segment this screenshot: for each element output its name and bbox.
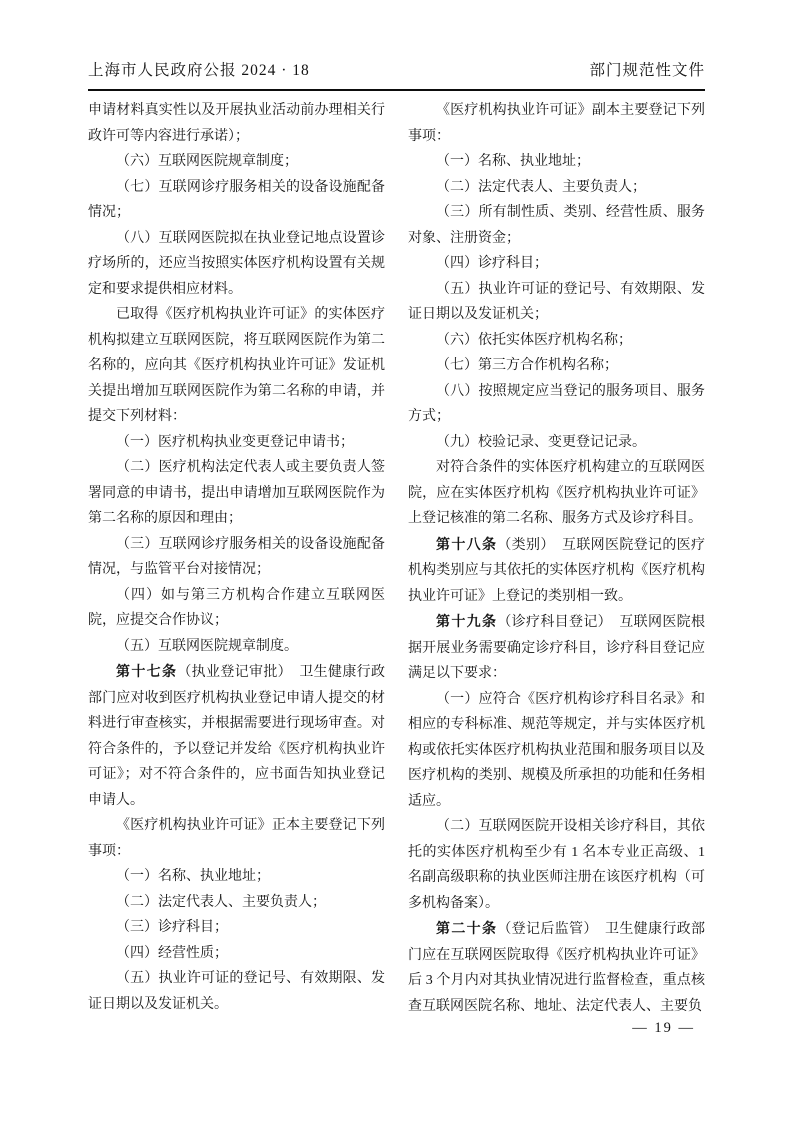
running-head — [88, 58, 705, 80]
paragraph: （一）名称、执业地址； — [436, 154, 590, 169]
paragraph: （二）法定代表人、主要负责人； — [436, 179, 646, 195]
page-header — [88, 58, 705, 99]
paragraph: （五）互联网医院规章制度。 — [116, 638, 298, 654]
column-left — [88, 98, 385, 1019]
article-number: 第十八条 — [436, 535, 498, 552]
section-label: 部门规范性文件 — [589, 62, 705, 79]
article-number: 第二十条 — [436, 920, 498, 936]
paragraph: （三）互联网诊疗服务相关的设备设施配备情况，与监管平台对接情况； — [88, 536, 385, 577]
paragraph: （一）名称、执业地址； — [116, 869, 270, 884]
article-number: 第十九条 — [436, 613, 498, 629]
paragraph: （二）法定代表人、主要负责人； — [116, 894, 326, 910]
paragraph: 《医疗机构执业许可证》正本主要登记下列事项： — [88, 818, 385, 859]
header-rule — [88, 89, 705, 91]
paragraph: （二）互联网医院开设相关诊疗科目，其依托的实体医疗机构至少有 1 名本专业正高级、1 名副高级职称的执业医师注册在该医疗机构（可多机构备案）。 — [408, 819, 705, 911]
paragraph: （七）第三方合作机构名称； — [436, 358, 618, 373]
paragraph: （四）如与第三方机构合作建立互联网医院，应提交合作协议； — [88, 587, 385, 628]
column-right — [408, 98, 705, 1019]
paragraph: （八）互联网医院拟在执业登记地点设置诊疗场所的，还应当按照实体医疗机构设置有关规定和要求提供相应材料。 — [88, 230, 385, 297]
paragraph: （五）执业许可证的登记号、有效期限、发证日期以及发证机关。 — [88, 971, 385, 1012]
paragraph: （八）按照规定应当登记的服务项目、服务方式； — [408, 383, 705, 424]
article-paragraph: 第十七条（执业登记审批） 卫生健康行政部门应对收到医疗机构执业登记申请人提交的材料进行审查核实，并根据需要进行现场审查。对符合条件的，予以登记并发给《医疗机构执业许可证》；对不符合条件的，应书面告知执业登记申请人。 — [88, 663, 386, 808]
paragraph: （三）诊疗科目； — [116, 920, 228, 935]
paragraph: （六）互联网医院规章制度； — [116, 154, 298, 169]
paragraph: （一）医疗机构执业变更登记申请书； — [116, 434, 354, 450]
paragraph: （三）所有制性质、类别、经营性质、服务对象、注册资金； — [408, 205, 705, 246]
paragraph: （二）医疗机构法定代表人或主要负责人签署同意的申请书，提出申请增加互联网医院作为第二名称的原因和理由； — [88, 460, 385, 526]
paragraph: （九）校验记录、变更登记记录。 — [436, 434, 646, 450]
article-number: 第十七条 — [116, 663, 178, 679]
page-number: — 19 — — [632, 1020, 695, 1036]
document-body — [88, 98, 705, 1019]
paragraph: （五）执业许可证的登记号、有效期限、发证日期以及发证机关； — [408, 281, 705, 322]
paragraph: （六）依托实体医疗机构名称； — [436, 332, 632, 348]
gazette-title: 上海市人民政府公报 2024 · 18 — [88, 62, 310, 79]
paragraph: 《医疗机构执业许可证》副本主要登记下列事项： — [408, 103, 705, 144]
paragraph: （七）互联网诊疗服务相关的设备设施配备情况； — [88, 179, 385, 220]
article-paragraph: 第十八条（类别） 互联网医院登记的医疗机构类别应与其依托的实体医疗机构《医疗机构执业许可证》上登记的类别相一致。 — [408, 535, 706, 604]
paragraph: 已取得《医疗机构执业许可证》的实体医疗机构拟建立互联网医院，将互联网医院作为第二名称的，应向其《医疗机构执业许可证》发证机关提出增加互联网医院作为第二名称的申请，并提交下列材料： — [88, 307, 385, 424]
paragraph: （四）诊疗科目； — [436, 256, 548, 271]
paragraph: 申请材料真实性以及开展执业活动前办理相关行政许可等内容进行承诺）； — [88, 103, 385, 144]
paragraph: （一）应符合《医疗机构诊疗科目名录》和相应的专科标准、规范等规定，并与实体医疗机构或依托实体医疗机构执业范围和服务项目以及医疗机构的类别、规模及所承担的功能和任务相适应。 — [408, 691, 705, 809]
article-paragraph: 第十九条（诊疗科目登记） 互联网医院根据开展业务需要确定诊疗科目，诊疗科目登记应满足以下要求： — [408, 613, 706, 681]
paragraph: 对符合条件的实体医疗机构建立的互联网医院，应在实体医疗机构《医疗机构执业许可证》上登记核准的第二名称、服务方式及诊疗科目。 — [408, 460, 705, 526]
article-paragraph: 第二十条（登记后监管） 卫生健康行政部门应在互联网医院取得《医疗机构执业许可证》后 3 个月内对其执业情况进行监督检查，重点核查互联网医院名称、地址、法定代表人、主要负 — [408, 920, 706, 1014]
paragraph: （四）经营性质； — [116, 945, 228, 961]
